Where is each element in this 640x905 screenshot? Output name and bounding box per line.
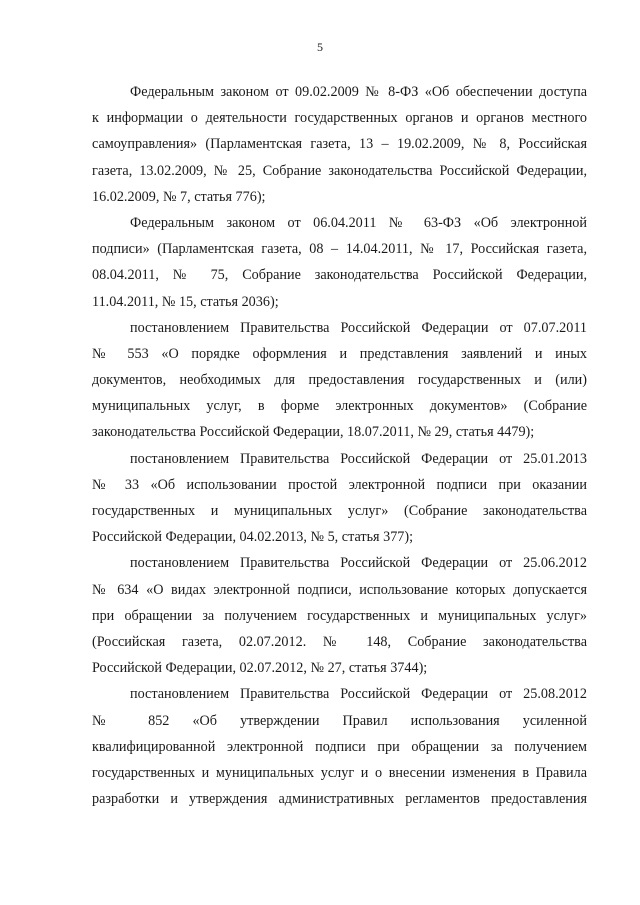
paragraph: [92, 550, 587, 681]
text-line: государственных и муниципальных услуг» (Собрание законодательства: [92, 503, 587, 519]
document-body: [92, 79, 587, 812]
text-line: Российской Федерации, 04.02.2013, № 5, статья 377);: [92, 529, 414, 546]
text-line: муниципальных услуг, в форме электронных документов» (Собрание: [92, 398, 587, 415]
text-line: 16.02.2009, № 7, статья 776);: [92, 188, 266, 205]
paragraph: [92, 315, 587, 446]
paragraph: [92, 446, 587, 551]
text-line: № 33 «Об использовании простой электронной подписи при оказании: [92, 476, 587, 493]
text-line: Федеральным законом от 09.02.2009 № 8-ФЗ «Об обеспечении доступа: [130, 84, 587, 100]
text-line: квалифицированной электронной подписи при обращении за получением: [92, 738, 587, 755]
text-line: газета, 13.02.2009, № 25, Собрание законодательства Российской Федерации,: [92, 162, 587, 179]
text-line: № 634 «О видах электронной подписи, использование которых допускается: [92, 581, 587, 598]
text-line: законодательства Российской Федерации, 18.07.2011, № 29, статья 4479);: [92, 424, 535, 441]
text-line: постановлением Правительства Российской Федерации от 07.07.2011: [130, 319, 587, 336]
text-line: подписи» (Парламентская газета, 08 – 14.04.2011, № 17, Российская газета,: [92, 241, 587, 258]
text-line: постановлением Правительства Российской Федерации от 25.08.2012: [130, 686, 587, 703]
text-line: 08.04.2011, № 75, Собрание законодательства Российской Федерации,: [92, 267, 587, 284]
text-line: разработки и утверждения административных регламентов предоставления: [92, 791, 587, 808]
text-line: (Российская газета, 02.07.2012. № 148, Собрание законодательства: [92, 633, 587, 650]
page-number: 5: [317, 40, 323, 54]
text-line: постановлением Правительства Российской Федерации от 25.01.2013: [130, 450, 587, 467]
text-line: государственных и муниципальных услуг и о внесении изменения в Правила: [92, 764, 587, 781]
text-line: документов, необходимых для предоставления государственных и (или): [92, 372, 587, 389]
text-line: самоуправления» (Парламентская газета, 13 – 19.02.2009, № 8, Российская: [92, 136, 587, 153]
text-line: Федеральным законом от 06.04.2011 № 63-ФЗ «Об электронной: [130, 214, 587, 231]
text-line: № 553 «О порядке оформления и представления заявлений и иных: [92, 345, 587, 362]
paragraph: [92, 681, 587, 812]
text-line: № 852 «Об утверждении Правил использования усиленной: [92, 712, 587, 729]
text-line: постановлением Правительства Российской Федерации от 25.06.2012: [130, 555, 587, 572]
text-line: при обращении за получением государственных и муниципальных услуг»: [92, 607, 587, 624]
paragraph: [92, 210, 587, 315]
paragraph: [92, 79, 587, 210]
text-line: к информации о деятельности государственных органов и органов местного: [92, 110, 587, 127]
text-line: 11.04.2011, № 15, статья 2036);: [92, 293, 279, 310]
text-line: Российской Федерации, 02.07.2012, № 27, статья 3744);: [92, 660, 428, 677]
